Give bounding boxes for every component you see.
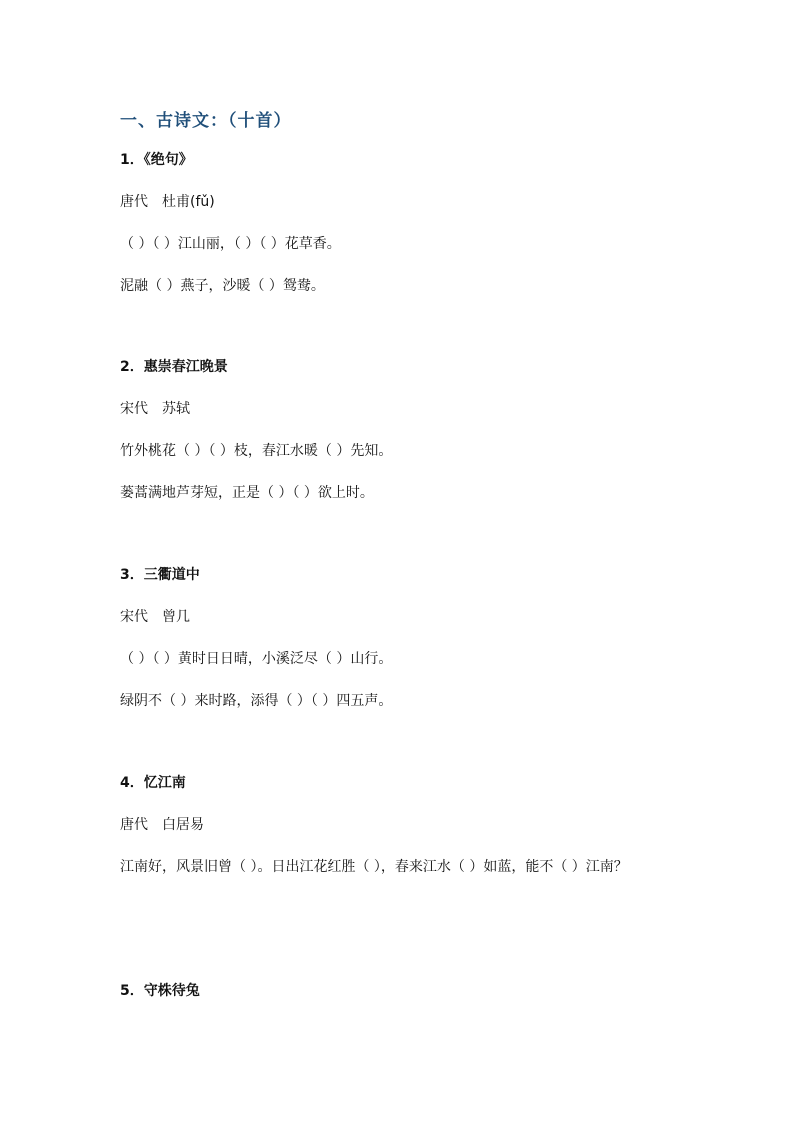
poem-line: （ ）（ ）黄时日日晴，小溪泛尽（ ）山行。: [120, 651, 393, 667]
poem-4: [120, 773, 680, 888]
poem-1: [120, 150, 680, 296]
poem-author: 唐代 杜甫(fǔ): [120, 194, 215, 210]
poem-line: （ ）（ ）江山丽，（ ）（ ）花草香。: [120, 236, 341, 252]
poem-author: 唐代 白居易: [120, 817, 204, 833]
poem-title: 3．三衢道中: [120, 567, 200, 583]
poem-title: 1．《绝句》: [120, 152, 193, 168]
poem-line: 江南好，风景旧曾（ ）。日出江花红胜（ ），春来江水（ ）如蓝，能不（ ）江南？: [120, 859, 628, 875]
poem-title: 2．惠崇春江晚景: [120, 359, 228, 375]
poem-5: [120, 981, 680, 1001]
poem-title: 4．忆江南: [120, 775, 186, 791]
poem-3: [120, 565, 680, 711]
poem-line: 绿阴不（ ）来时路，添得（ ）（ ）四五声。: [120, 693, 393, 709]
poem-author: 宋代 曾几: [120, 609, 190, 625]
poem-title: 5．守株待兔: [120, 983, 200, 999]
poem-2: [120, 357, 680, 503]
section-title: 一、古诗文：（十首）: [120, 111, 292, 131]
poem-line: 竹外桃花（ ）（ ）枝，春江水暖（ ）先知。: [120, 443, 393, 459]
poem-author: 宋代 苏轼: [120, 401, 190, 417]
poem-line: 泥融（ ）燕子，沙暖（ ）鸳鸯。: [120, 278, 325, 294]
poem-line: 蒌蒿满地芦芽短，正是（ ）（ ）欲上时。: [120, 485, 374, 501]
